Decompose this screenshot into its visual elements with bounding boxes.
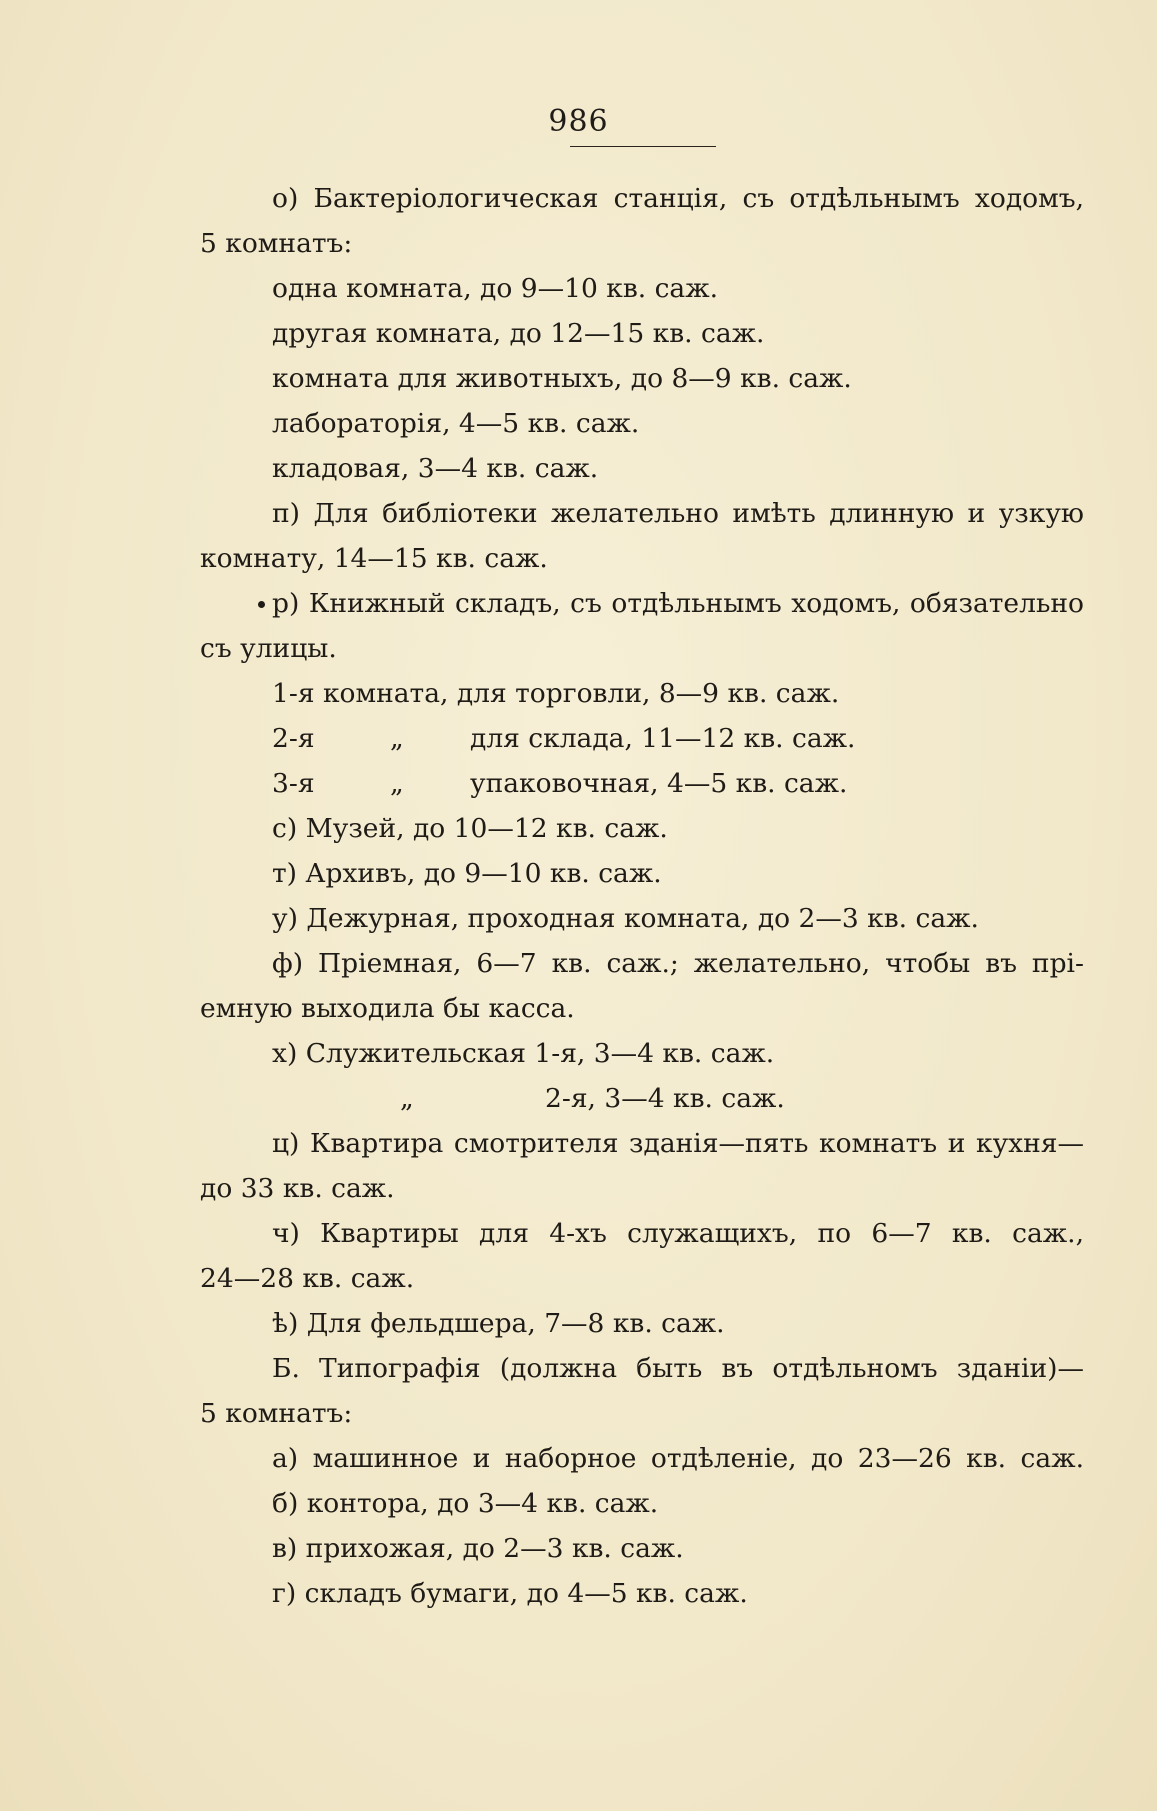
text-line-content: в) прихожая, до 2—3 кв. саж. (272, 1533, 684, 1564)
text-line-content: р) Книжный складъ, съ отдѣльнымъ ходомъ, обязательно (272, 588, 1084, 619)
text-line-content: до 33 кв. саж. (200, 1173, 395, 1204)
ditto-mark: „ (390, 768, 404, 799)
page-number: 986 (548, 104, 609, 139)
text-line-content: 2-я, 3—4 кв. саж. (545, 1083, 785, 1114)
page-number-rule (570, 146, 716, 147)
ditto-mark: „ (400, 1083, 414, 1114)
text-line-content: г) складъ бумаги, до 4—5 кв. саж. (272, 1578, 748, 1609)
text-line-content: у) Дежурная, проходная комната, до 2—3 кв. саж. (272, 903, 979, 934)
text-line-content: 24—28 кв. саж. (200, 1263, 415, 1294)
text-line-content: ѣ) Для фельдшера, 7—8 кв. саж. (272, 1308, 725, 1339)
text-line-content: комната для животныхъ, до 8—9 кв. саж. (272, 363, 852, 394)
text-line-content: а) машинное и наборное отдѣленіе, до 23—26 кв. саж. (272, 1443, 1084, 1474)
text-line-content: комнату, 14—15 кв. саж. (200, 543, 548, 574)
text-line-content: другая комната, до 12—15 кв. саж. (272, 318, 765, 349)
text-line-content: х) Служительская 1-я, 3—4 кв. саж. (272, 1038, 775, 1069)
text-line-content: 3-я (272, 768, 315, 799)
ink-dot (258, 601, 265, 608)
text-line-content: упаковочная, 4—5 кв. саж. (470, 768, 848, 799)
ditto-mark: „ (390, 723, 404, 754)
text-line-content: 5 комнатъ: (200, 1398, 353, 1429)
text-line-content: 5 комнатъ: (200, 228, 353, 259)
text-line-content: лабораторія, 4—5 кв. саж. (272, 408, 640, 439)
text-line-content: 2-я (272, 723, 315, 754)
text-line-content: кладовая, 3—4 кв. саж. (272, 453, 599, 484)
text-line-content: п) Для библіотеки желательно имѣть длинную и узкую (272, 498, 1084, 529)
text-line-content: б) контора, до 3—4 кв. саж. (272, 1488, 659, 1519)
text-line-content: съ улицы. (200, 633, 337, 664)
text-line-content: о) Бактеріологическая станція, съ отдѣльнымъ ходомъ, (272, 183, 1084, 214)
text-line-content: ч) Квартиры для 4-хъ служащихъ, по 6—7 кв. саж., (272, 1218, 1084, 1249)
text-line-content: с) Музей, до 10—12 кв. саж. (272, 813, 668, 844)
text-line-content: ц) Квартира смотрителя зданія—пять комнатъ и кухня— (272, 1128, 1084, 1159)
text-line-content: емную выходила бы касса. (200, 993, 575, 1024)
text-line-content: 1-я комната, для торговли, 8—9 кв. саж. (272, 678, 840, 709)
text-line-content: для склада, 11—12 кв. саж. (470, 723, 856, 754)
text-line-content: ф) Пріемная, 6—7 кв. саж.; желательно, чтобы въ прі- (272, 948, 1084, 979)
text-line-content: одна комната, до 9—10 кв. саж. (272, 273, 719, 304)
text-line-content: Б. Типографія (должна быть въ отдѣльномъ зданіи)— (272, 1353, 1084, 1384)
text-line-content: т) Архивъ, до 9—10 кв. саж. (272, 858, 662, 889)
